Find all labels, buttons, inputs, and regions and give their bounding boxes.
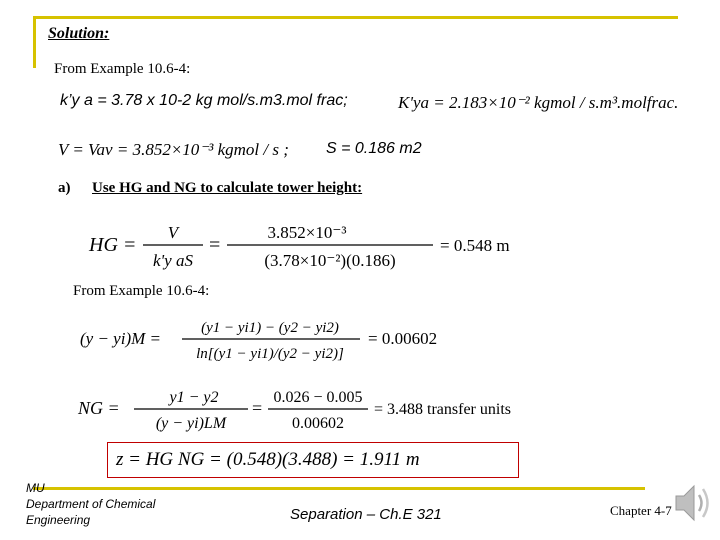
source-reference-1: From Example 10.6-4: bbox=[54, 61, 191, 77]
ng-frac2-num: 0.026 − 0.005 bbox=[273, 389, 363, 406]
ylm-lhs: (y − yi)M = bbox=[80, 329, 161, 348]
ng-lhs: NG = bbox=[78, 398, 120, 418]
frame-left-line bbox=[33, 16, 36, 68]
ng-eq2: = bbox=[252, 398, 263, 418]
solution-title: Solution: bbox=[48, 25, 110, 42]
area-value: S = 0.186 m2 bbox=[326, 140, 422, 157]
ylm-num: (y1 − yi1) − (y2 − yi2) bbox=[201, 320, 339, 336]
footer-course: Separation – Ch.E 321 bbox=[290, 506, 442, 523]
source-reference-2: From Example 10.6-4: bbox=[73, 283, 210, 299]
ng-frac1-den: (y − yi)LM bbox=[155, 415, 227, 432]
kya-given-text: k’y a = 3.78 x 10-2 kg mol/s.m3.mol frac; bbox=[60, 92, 348, 109]
ylm-result: = 0.00602 bbox=[368, 329, 438, 348]
ng-result: = 3.488 transfer units bbox=[374, 401, 511, 418]
hg-result: = 0.548 m bbox=[440, 236, 510, 255]
footer-department bbox=[26, 480, 186, 528]
item-a-heading: Use HG and NG to calculate tower height: bbox=[92, 180, 363, 196]
footer-chapter: Chapter 4-7 bbox=[610, 503, 672, 518]
ylm-den: ln[(y1 − yi1)/(y2 − yi2)] bbox=[196, 346, 344, 362]
v-flow-math: V = Vav = 3.852×10⁻³ kgmol / s ; bbox=[58, 140, 289, 159]
hg-frac1-den: k'y aS bbox=[153, 251, 193, 270]
footer-left-line3: Engineering bbox=[26, 513, 91, 527]
hg-frac1-num: V bbox=[167, 223, 179, 242]
ng-equation bbox=[76, 384, 596, 439]
hg-frac2-den: (3.78×10⁻²)(0.186) bbox=[264, 251, 396, 270]
ng-frac2-den: 0.00602 bbox=[292, 415, 344, 432]
hg-equation bbox=[85, 218, 565, 273]
ylm-equation bbox=[78, 312, 498, 367]
speaker-icon[interactable] bbox=[672, 478, 714, 528]
kya-overall-math: K'ya = 2.183×10⁻² kgmol / s.m³.molfrac. bbox=[398, 93, 679, 112]
hg-frac2-num: 3.852×10⁻³ bbox=[267, 223, 347, 242]
footer-left-line2: Department of Chemical bbox=[26, 497, 156, 511]
ng-frac1-num: y1 − y2 bbox=[169, 389, 219, 406]
footer-left-line1: MU bbox=[26, 481, 45, 495]
hg-lhs: HG = bbox=[89, 234, 137, 256]
hg-eq2: = bbox=[209, 234, 221, 256]
frame-top-line bbox=[33, 16, 678, 19]
tower-height-equation: z = HG NG = (0.548)(3.488) = 1.911 m bbox=[116, 449, 420, 470]
item-a-marker: a) bbox=[58, 180, 71, 196]
tower-height-box bbox=[107, 442, 519, 478]
